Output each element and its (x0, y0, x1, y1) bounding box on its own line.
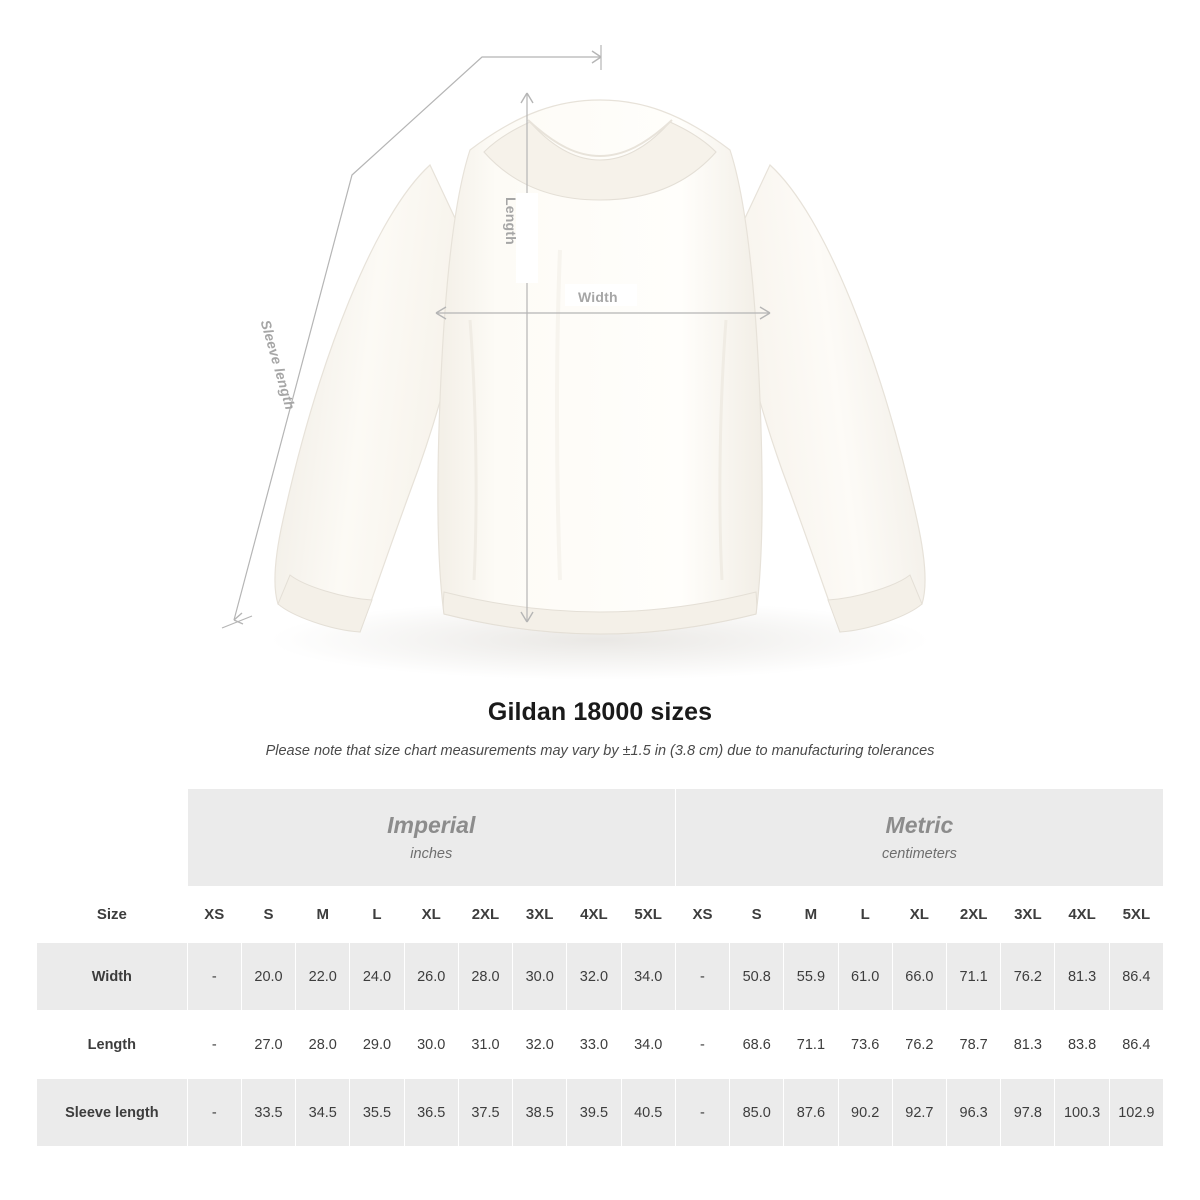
cell: 32.0 (513, 1011, 567, 1079)
size-header-cell: Size (37, 887, 188, 943)
cell: 87.6 (784, 1079, 838, 1147)
unit-header-row (37, 789, 1164, 887)
size-col-imperial-4xl: 4XL (567, 887, 621, 943)
cell: 73.6 (838, 1011, 892, 1079)
cell: 71.1 (947, 943, 1001, 1011)
length-dimension-label: Length (503, 197, 519, 245)
cell: - (187, 1011, 241, 1079)
cell: 32.0 (567, 943, 621, 1011)
row-label-sleeve-length: Sleeve length (37, 1079, 188, 1147)
cell: 71.1 (784, 1011, 838, 1079)
row-label-length: Length (37, 1011, 188, 1079)
cell: 27.0 (241, 1011, 295, 1079)
cell: 86.4 (1109, 1011, 1163, 1079)
cell: - (187, 943, 241, 1011)
cell: 55.9 (784, 943, 838, 1011)
table-row (37, 943, 1164, 1011)
cell: 30.0 (513, 943, 567, 1011)
tolerance-note: Please note that size chart measurements may vary by ±1.5 in (3.8 cm) due to manufacturing tolerances (265, 743, 935, 759)
size-col-metric-5xl: 5XL (1109, 887, 1163, 943)
row-label-width: Width (37, 943, 188, 1011)
cell: - (675, 943, 729, 1011)
cell: 76.2 (1001, 943, 1055, 1011)
table-row (37, 1079, 1164, 1147)
cell: 31.0 (458, 1011, 512, 1079)
imperial-unit-name: Imperial (387, 812, 476, 839)
metric-unit-header (675, 789, 1163, 887)
metric-unit-sub: centimeters (881, 845, 957, 862)
cell: 24.0 (350, 943, 404, 1011)
size-header-row (37, 887, 1164, 943)
cell: 68.6 (730, 1011, 784, 1079)
cell: 50.8 (730, 943, 784, 1011)
cell: 34.0 (621, 943, 675, 1011)
cell: 85.0 (730, 1079, 784, 1147)
size-col-metric-xl: XL (892, 887, 946, 943)
cell: 33.0 (567, 1011, 621, 1079)
cell: 61.0 (838, 943, 892, 1011)
metric-unit-name: Metric (885, 812, 954, 839)
cell: 81.3 (1055, 943, 1109, 1011)
cell: 29.0 (350, 1011, 404, 1079)
size-col-imperial-s: S (241, 887, 295, 943)
size-col-imperial-5xl: 5XL (621, 887, 675, 943)
size-col-metric-4xl: 4XL (1055, 887, 1109, 943)
size-col-imperial-2xl: 2XL (458, 887, 512, 943)
size-col-imperial-3xl: 3XL (513, 887, 567, 943)
table-corner-blank (37, 789, 188, 887)
cell: 33.5 (241, 1079, 295, 1147)
cell: 39.5 (567, 1079, 621, 1147)
cell: 34.5 (296, 1079, 350, 1147)
cell: 92.7 (892, 1079, 946, 1147)
size-col-metric-s: S (730, 887, 784, 943)
cell: 96.3 (947, 1079, 1001, 1147)
size-col-imperial-m: M (296, 887, 350, 943)
size-col-metric-m: M (784, 887, 838, 943)
cell: 26.0 (404, 943, 458, 1011)
imperial-unit-sub: inches (410, 845, 453, 862)
cell: 40.5 (621, 1079, 675, 1147)
cell: 78.7 (947, 1011, 1001, 1079)
cell: 90.2 (838, 1079, 892, 1147)
cell: 83.8 (1055, 1011, 1109, 1079)
sleeve-length-dimension-label: Sleeve length (257, 318, 299, 412)
cell: 97.8 (1001, 1079, 1055, 1147)
cell: 100.3 (1055, 1079, 1109, 1147)
size-col-metric-l: L (838, 887, 892, 943)
cell: 28.0 (296, 1011, 350, 1079)
cell: 102.9 (1109, 1079, 1163, 1147)
cell: 34.0 (621, 1011, 675, 1079)
cell: 81.3 (1001, 1011, 1055, 1079)
cell: 36.5 (404, 1079, 458, 1147)
cell: - (675, 1079, 729, 1147)
cell: - (187, 1079, 241, 1147)
size-col-metric-3xl: 3XL (1001, 887, 1055, 943)
imperial-unit-header (187, 789, 675, 887)
cell: 38.5 (513, 1079, 567, 1147)
size-chart-table (36, 788, 1164, 1147)
cell: 37.5 (458, 1079, 512, 1147)
cell: 20.0 (241, 943, 295, 1011)
cell: 28.0 (458, 943, 512, 1011)
width-dimension-label: Width (578, 289, 618, 305)
page-title: Gildan 18000 sizes (487, 698, 713, 726)
size-col-metric-2xl: 2XL (947, 887, 1001, 943)
cell: 35.5 (350, 1079, 404, 1147)
cell: 30.0 (404, 1011, 458, 1079)
size-col-imperial-l: L (350, 887, 404, 943)
cell: 66.0 (892, 943, 946, 1011)
table-row (37, 1011, 1164, 1079)
cell: 86.4 (1109, 943, 1163, 1011)
size-col-imperial-xs: XS (187, 887, 241, 943)
size-table-wrapper (36, 788, 1164, 1147)
size-col-imperial-xl: XL (404, 887, 458, 943)
cell: 76.2 (892, 1011, 946, 1079)
cell: 22.0 (296, 943, 350, 1011)
cell: - (675, 1011, 729, 1079)
size-col-metric-xs: XS (675, 887, 729, 943)
title-block (0, 690, 1200, 759)
